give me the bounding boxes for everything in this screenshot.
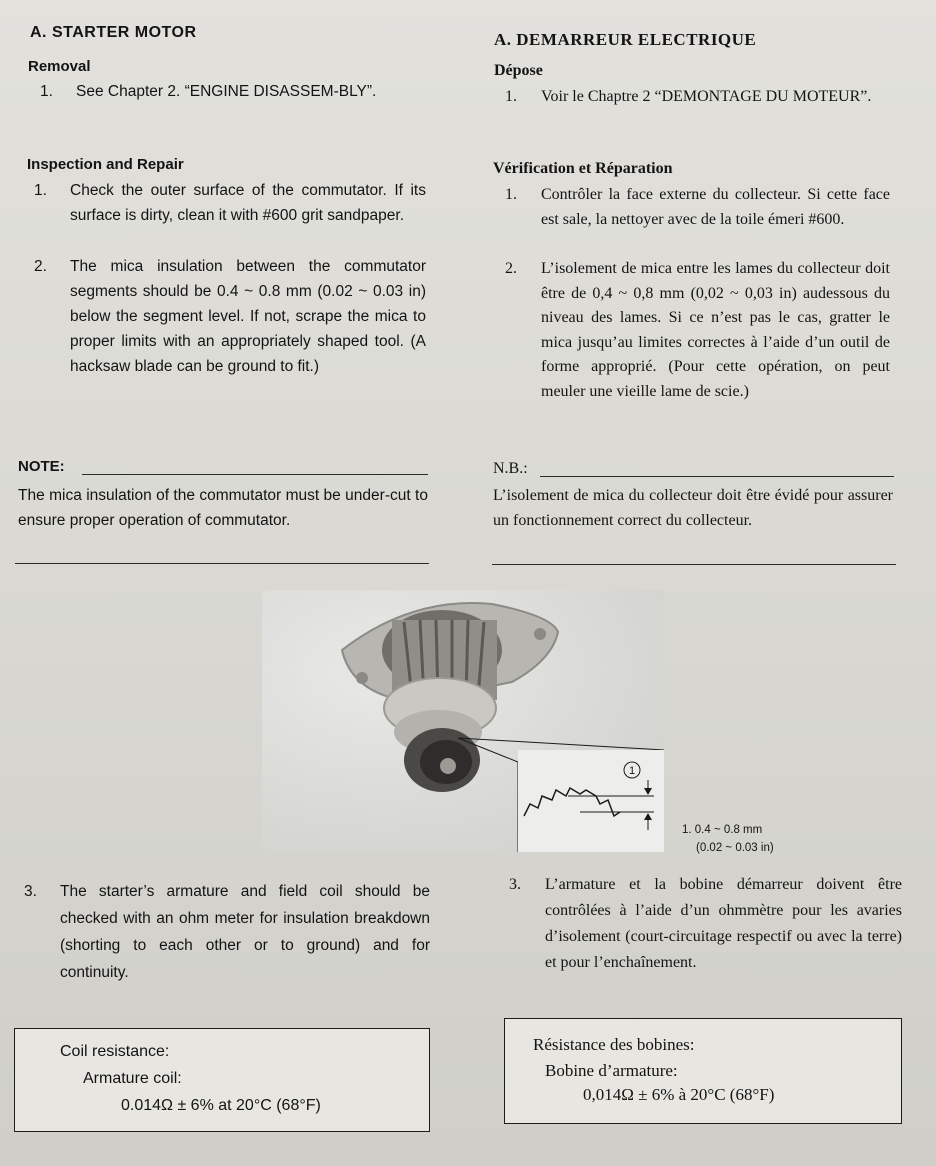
en-note-label: NOTE: [18,458,65,475]
fr-item-3-text: L’armature et la bobine démarreur doivent être contrôlées à l’aide d’un ohmmètre pour les avaries d’isolement (court-circuitage respectif ou avec la terre) et pour l’enchaînement. [545,876,902,971]
figure-callout-number: 1 [628,765,636,777]
en-removal-item-text: See Chapter 2. “ENGINE DISASSEM-BLY”. [76,83,377,100]
fr-inspection-item [505,257,890,404]
fr-spec-subtitle: Bobine d’armature: [545,1061,678,1080]
fr-inspection-item-number: 2. [505,260,517,277]
fr-inspection-item-text: Contrôler la face externe du collecteur. Si cette face est sale, la nettoyer avec de la toile émeri #600. [541,186,890,228]
fr-spec-title: Résistance des bobines: [533,1035,695,1054]
fr-inspection-heading: Vérification et Réparation [493,160,673,177]
fr-section-title: A. DEMARREUR ELECTRIQUE [494,30,757,49]
en-inspection-item-text: Check the outer surface of the commutator. If its surface is dirty, clean it with #600 grit sandpaper. [70,182,426,224]
fr-removal-heading: Dépose [494,62,543,79]
en-removal-item [40,79,426,104]
fr-inspection-item [505,183,890,232]
en-inspection-item-text: The mica insulation between the commutator segments should be 0.4 ~ 0.8 mm (0.02 ~ 0.03 in) below the segment level. If not, scrape the mica to proper limits with an appropriately shaped tool. (A hacksaw blade can be ground to fit.) [70,258,426,375]
fr-note-rule [540,476,894,477]
fr-note-bottom-rule [492,564,896,565]
en-spec-title: Coil resistance: [60,1043,170,1060]
en-removal-item-number: 1. [40,83,53,100]
fr-item-3-number: 3. [509,876,521,893]
en-inspection-item [34,254,426,379]
en-item-3-text: The starter’s armature and field coil should be checked with an ohm meter for insulation breakdown (shorting to each other or to ground) and for continuity. [60,883,430,981]
en-section-title: A. STARTER MOTOR [30,24,197,41]
fr-note-label: N.B.: [493,460,528,477]
fr-note-text: L’isolement de mica du collecteur doit être évidé pour assurer un fonctionnement correct du collecteur. [493,487,893,529]
figure-legend-line2: (0.02 ~ 0.03 in) [696,842,774,854]
en-removal-heading: Removal [28,58,91,75]
fr-removal-item [505,85,887,110]
en-spec-subtitle: Armature coil: [83,1070,182,1087]
fr-inspection-item-number: 1. [505,186,517,203]
en-inspection-heading: Inspection and Repair [27,156,184,173]
fr-removal-item-text: Voir le Chaptre 2 “DEMONTAGE DU MOTEUR”. [541,88,872,105]
en-item-3-number: 3. [24,883,37,900]
en-item-3 [24,878,430,986]
fr-spec-value: 0,014Ω ± 6% à 20°C (68°F) [583,1085,775,1104]
en-note-text: The mica insulation of the commutator must be under-cut to ensure proper operation of commutator. [18,487,428,529]
fr-item-3 [509,872,902,976]
armature-photo [262,590,664,852]
fr-spec-box [504,1018,902,1124]
en-note-bottom-rule [15,563,429,564]
fr-removal-item-number: 1. [505,88,517,105]
figure-legend-line1: 1. 0.4 ~ 0.8 mm [682,824,763,836]
en-note-rule [82,474,428,475]
en-inspection-item-number: 2. [34,258,47,275]
armature-illustration [262,590,664,852]
en-spec-value: 0.014Ω ± 6% at 20°C (68°F) [121,1097,321,1114]
en-inspection-item-number: 1. [34,182,47,199]
en-spec-box [14,1028,430,1132]
fr-inspection-item-text: L’isolement de mica entre les lames du collecteur doit être de 0,4 ~ 0,8 mm (0,02 ~ 0,03 in) audessous du niveau des lames. Si ce n’est pas le cas, gratter le mica jusqu’au limites correctes à l’aide d’un outil de forme approprié. (Pour cette opération, on peut meuler une vieille lame de scie.) [541,260,890,400]
en-inspection-item [34,178,426,228]
